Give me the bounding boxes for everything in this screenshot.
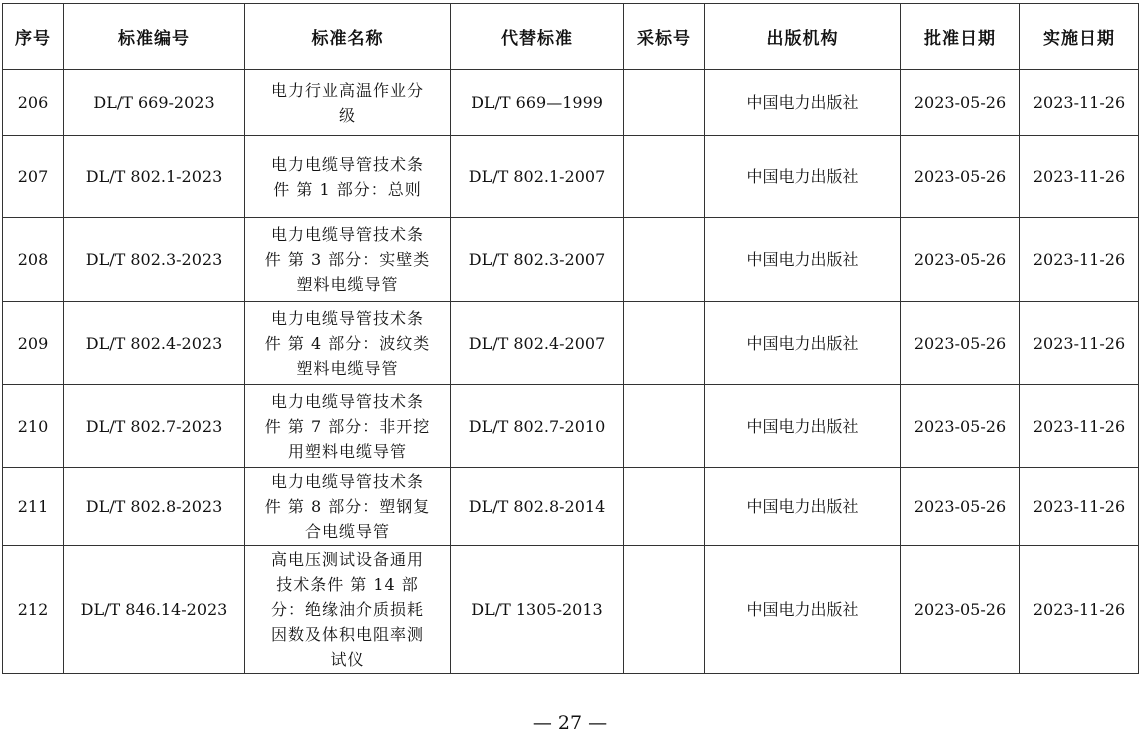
table-row — [3, 136, 1139, 218]
cell-adopt — [624, 136, 705, 218]
cell-approve-date: 2023-05-26 — [901, 302, 1020, 385]
cell-no: 209 — [3, 302, 64, 385]
col-header-approve-date: 批准日期 — [901, 4, 1020, 70]
cell-approve-date: 2023-05-26 — [901, 136, 1020, 218]
cell-code: DL/T 802.8-2023 — [64, 468, 245, 546]
cell-approve-date: 2023-05-26 — [901, 546, 1020, 674]
cell-name: 电力电缆导管技术条 件 第 4 部分：波纹类 塑料电缆导管 — [245, 302, 451, 385]
cell-adopt — [624, 468, 705, 546]
cell-adopt — [624, 70, 705, 136]
standards-table — [2, 3, 1139, 674]
cell-implement-date: 2023-11-26 — [1020, 218, 1139, 302]
page-number: — 27 — — [532, 712, 608, 734]
col-header-no: 序号 — [3, 4, 64, 70]
cell-adopt — [624, 302, 705, 385]
col-header-implement-date: 实施日期 — [1020, 4, 1139, 70]
cell-no: 210 — [3, 385, 64, 468]
cell-code: DL/T 802.4-2023 — [64, 302, 245, 385]
cell-no: 211 — [3, 468, 64, 546]
cell-name: 电力电缆导管技术条 件 第 7 部分：非开挖 用塑料电缆导管 — [245, 385, 451, 468]
cell-publisher: 中国电力出版社 — [705, 468, 901, 546]
cell-name: 高电压测试设备通用 技术条件 第 14 部 分：绝缘油介质损耗 因数及体积电阻率测 试仪 — [245, 546, 451, 674]
cell-adopt — [624, 218, 705, 302]
cell-name: 电力电缆导管技术条 件 第 1 部分：总则 — [245, 136, 451, 218]
cell-replaces: DL/T 802.4-2007 — [451, 302, 624, 385]
cell-publisher: 中国电力出版社 — [705, 546, 901, 674]
cell-implement-date: 2023-11-26 — [1020, 136, 1139, 218]
cell-implement-date: 2023-11-26 — [1020, 70, 1139, 136]
cell-publisher: 中国电力出版社 — [705, 218, 901, 302]
col-header-replaces: 代替标准 — [451, 4, 624, 70]
cell-publisher: 中国电力出版社 — [705, 136, 901, 218]
col-header-code: 标准编号 — [64, 4, 245, 70]
cell-adopt — [624, 546, 705, 674]
cell-replaces: DL/T 802.7-2010 — [451, 385, 624, 468]
cell-no: 212 — [3, 546, 64, 674]
header-row — [3, 4, 1139, 70]
cell-approve-date: 2023-05-26 — [901, 70, 1020, 136]
table-row — [3, 468, 1139, 546]
cell-replaces: DL/T 802.8-2014 — [451, 468, 624, 546]
cell-name: 电力电缆导管技术条 件 第 8 部分：塑钢复 合电缆导管 — [245, 468, 451, 546]
cell-publisher: 中国电力出版社 — [705, 70, 901, 136]
cell-approve-date: 2023-05-26 — [901, 468, 1020, 546]
cell-implement-date: 2023-11-26 — [1020, 546, 1139, 674]
cell-replaces: DL/T 802.3-2007 — [451, 218, 624, 302]
cell-approve-date: 2023-05-26 — [901, 218, 1020, 302]
cell-code: DL/T 802.7-2023 — [64, 385, 245, 468]
table-row — [3, 218, 1139, 302]
table-row — [3, 302, 1139, 385]
table-row — [3, 385, 1139, 468]
cell-implement-date: 2023-11-26 — [1020, 468, 1139, 546]
col-header-publisher: 出版机构 — [705, 4, 901, 70]
cell-no: 208 — [3, 218, 64, 302]
cell-approve-date: 2023-05-26 — [901, 385, 1020, 468]
cell-replaces: DL/T 669—1999 — [451, 70, 624, 136]
cell-publisher: 中国电力出版社 — [705, 302, 901, 385]
cell-name: 电力行业高温作业分 级 — [245, 70, 451, 136]
col-header-adopt: 采标号 — [624, 4, 705, 70]
cell-adopt — [624, 385, 705, 468]
cell-implement-date: 2023-11-26 — [1020, 385, 1139, 468]
cell-no: 207 — [3, 136, 64, 218]
cell-code: DL/T 802.3-2023 — [64, 218, 245, 302]
table-row — [3, 546, 1139, 674]
table-body — [3, 70, 1139, 674]
cell-code: DL/T 846.14-2023 — [64, 546, 245, 674]
cell-implement-date: 2023-11-26 — [1020, 302, 1139, 385]
table-row — [3, 70, 1139, 136]
cell-replaces: DL/T 1305-2013 — [451, 546, 624, 674]
cell-publisher: 中国电力出版社 — [705, 385, 901, 468]
cell-replaces: DL/T 802.1-2007 — [451, 136, 624, 218]
cell-code: DL/T 669-2023 — [64, 70, 245, 136]
cell-name: 电力电缆导管技术条 件 第 3 部分：实壁类 塑料电缆导管 — [245, 218, 451, 302]
table-header — [3, 4, 1139, 70]
col-header-name: 标准名称 — [245, 4, 451, 70]
cell-no: 206 — [3, 70, 64, 136]
cell-code: DL/T 802.1-2023 — [64, 136, 245, 218]
